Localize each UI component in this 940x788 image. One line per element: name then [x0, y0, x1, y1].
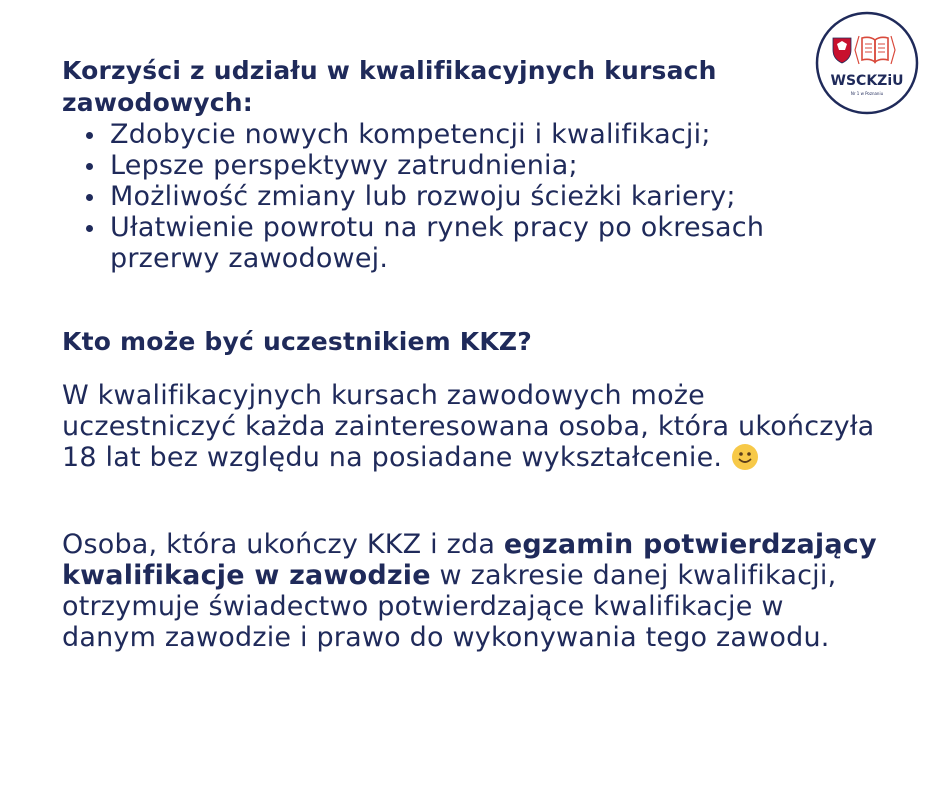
benefit-item-label: Lepsze perspektywy zatrudnienia; — [110, 150, 578, 181]
benefit-item-label: Zdobycie nowych kompetencji i kwalifikacji; — [110, 119, 711, 150]
benefits-list — [62, 119, 882, 274]
logo-subtext: Nr 1 w Poznaniu — [850, 91, 884, 96]
logo-name: WSCKZiU — [830, 73, 904, 89]
benefits-heading: Korzyści z udziału w kwalifikacyjnych kursach zawodowych: — [62, 56, 717, 117]
benefit-item — [110, 150, 882, 181]
smiley-face-icon — [731, 443, 759, 471]
page-content — [62, 55, 882, 653]
eligibility-paragraph — [62, 380, 882, 473]
benefit-item — [110, 119, 882, 150]
bullet-icon — [86, 194, 93, 201]
outcome-text-bold: egzamin potwierdzający kwalifikacje w zawodzie — [62, 529, 877, 591]
bullet-icon — [86, 163, 93, 170]
benefit-item-label: Możliwość zmiany lub rozwoju ścieżki kariery; — [110, 181, 736, 212]
benefit-item — [110, 181, 882, 212]
bullet-icon — [86, 225, 93, 232]
outcome-paragraph — [62, 529, 882, 653]
bullet-icon — [86, 132, 93, 139]
eligibility-heading: Kto może być uczestnikiem KKZ? — [62, 327, 532, 356]
eligibility-text: W kwalifikacyjnych kursach zawodowych może uczestniczyć każda zainteresowana osoba, która ukończyła 18 lat bez względu na posiadane wykształcenie. — [62, 380, 875, 473]
outcome-text-before: Osoba, która ukończy KKZ i zda — [62, 529, 504, 560]
outcome-text-after: w zakresie danej kwalifikacji, otrzymuje świadectwo potwierdzające kwalifikacje w danym zawodzie i prawo do wykonywania tego zawodu. — [62, 560, 837, 653]
benefit-item — [110, 212, 882, 274]
benefit-item-label: Ułatwienie powrotu na rynek pracy po okresach przerwy zawodowej. — [110, 212, 765, 274]
